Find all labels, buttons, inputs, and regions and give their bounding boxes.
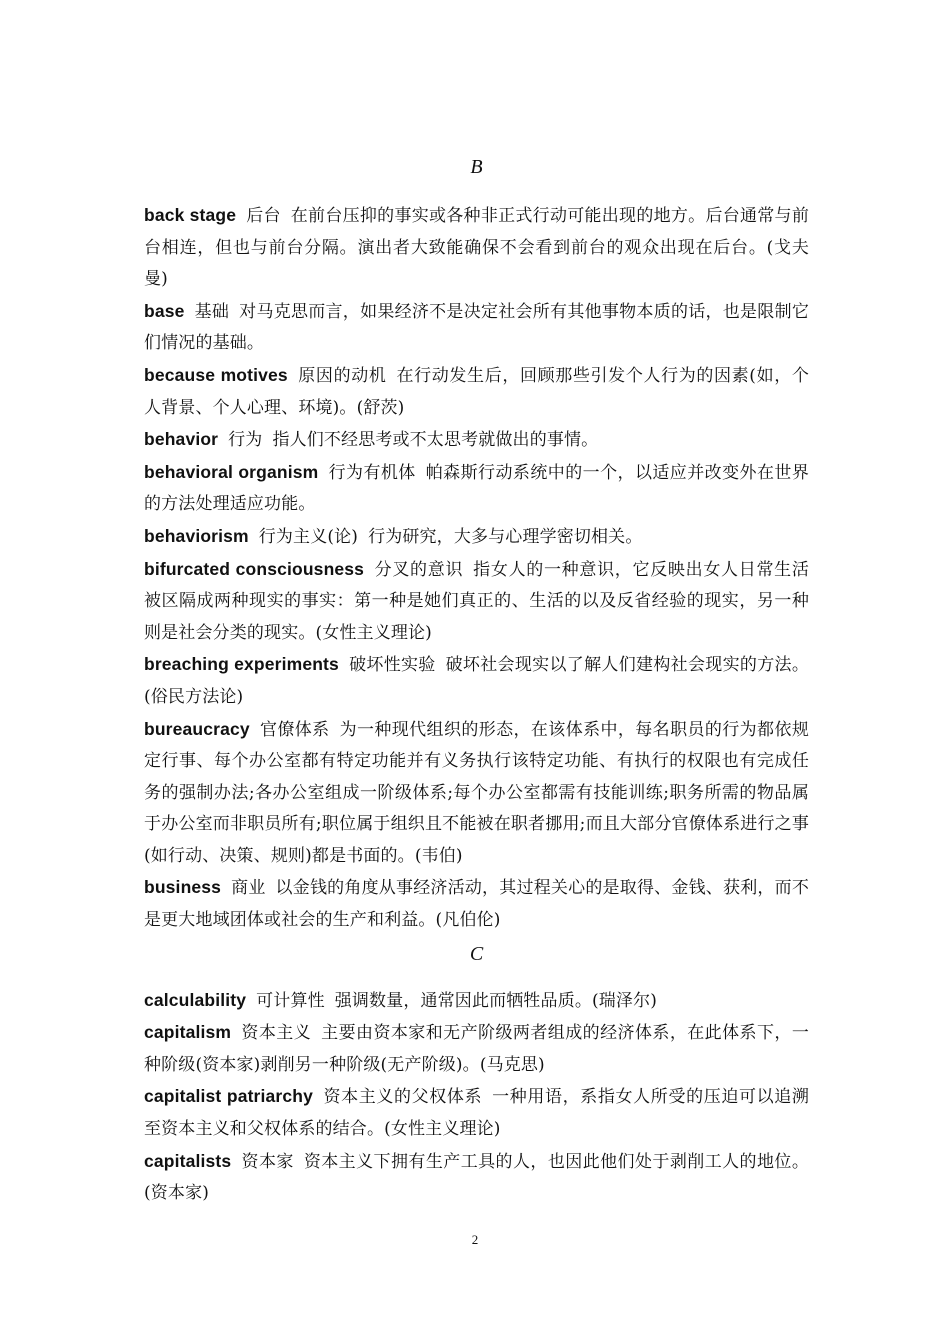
entry-definition: 以金钱的角度从事经济活动，其过程关心的是取得、金钱、获利，而不是更大地域团体或社会的生产和利益。(凡伯伦) — [144, 878, 809, 931]
glossary-entry — [144, 714, 809, 873]
entry-term: capitalists — [144, 1150, 232, 1171]
entry-definition: 行为研究，大多与心理学密切相关。 — [368, 526, 643, 547]
entry-definition: 资本主义下拥有生产工具的人，也因此他们处于剥削工人的地位。(资本家) — [144, 1151, 809, 1204]
glossary-entry — [144, 457, 809, 521]
entry-chinese-term: 商业 — [231, 878, 266, 899]
entry-chinese-term: 可计算性 — [256, 990, 325, 1011]
entry-chinese-term: 后台 — [246, 206, 281, 226]
entry-chinese-term: 基础 — [194, 301, 230, 322]
entry-chinese-term: 分叉的意识 — [374, 559, 464, 580]
glossary-entry — [144, 554, 809, 650]
entry-definition: 为一种现代组织的形态，在该体系中，每名职员的行为都依规定行事、每个办公室都有特定功能并有义务执行该特定功能、有执行的权限也有完成任务的强制办法;各办公室组成一阶级体系;每个办公室都需有技能训练;职务所需的物品属于办公室而非职员所有;职位属于组织且不能被在职者挪用;而且大部分官僚体系进行之事(如行动、决策、规则)都是书面的。(韦伯) — [144, 719, 809, 866]
entry-term: business — [144, 877, 222, 898]
entry-term: calculability — [144, 989, 247, 1010]
entry-chinese-term: 破坏性实验 — [348, 655, 436, 676]
page-number: 2 — [471, 1232, 479, 1247]
entry-chinese-term: 资本主义的父权体系 — [322, 1087, 483, 1108]
glossary-entry — [144, 200, 809, 296]
entry-definition: 强调数量，通常因此而牺牲品质。(瑞泽尔) — [334, 990, 658, 1011]
entry-definition: 指人们不经思考或不太思考就做出的事情。 — [272, 430, 599, 451]
entry-definition: 指女人的一种意识，它反映出女人日常生活被区隔成两种现实的事实：第一种是她们真正的、生活的以及反省经验的现实，另一种则是社会分类的现实。(女性主义理论) — [144, 559, 810, 643]
entry-term: capitalist patriarchy — [144, 1086, 313, 1107]
entry-chinese-term: 原因的动机 — [297, 365, 387, 386]
glossary-entry — [144, 985, 809, 1018]
entry-definition: 一种用语，系指女人所受的压迫可以追溯至资本主义和父权体系的结合。(女性主义理论) — [144, 1087, 809, 1140]
entry-definition: 在行动发生后，回顾那些引发个人行为的因素(如，个人背景、个人心理、环境)。(舒茨) — [144, 365, 810, 418]
glossary-entry — [144, 872, 809, 936]
entry-term: back stage — [144, 205, 237, 225]
entry-term: behaviorism — [144, 525, 249, 546]
glossary-entry — [144, 1081, 809, 1145]
entry-chinese-term: 官僚体系 — [259, 719, 330, 740]
entry-term: bureaucracy — [144, 718, 250, 739]
glossary-entry — [144, 360, 809, 424]
entry-term: because motives — [144, 364, 288, 385]
section-letter: C — [469, 942, 484, 965]
glossary-entry — [144, 296, 809, 360]
entry-term: breaching experiments — [144, 654, 339, 675]
glossary-content — [144, 150, 809, 1210]
glossary-entry — [144, 649, 809, 713]
entry-chinese-term: 行为 — [228, 430, 263, 451]
section-letter: B — [470, 156, 483, 178]
glossary-entry — [144, 1146, 809, 1210]
entry-definition: 主要由资本家和无产阶级两者组成的经济体系，在此体系下，一种阶级(资本家)剥削另一种阶级(无产阶级)。(马克思) — [144, 1023, 809, 1075]
glossary-entry — [144, 424, 809, 457]
glossary-entry — [144, 1017, 809, 1081]
entry-term: behavioral organism — [144, 461, 319, 482]
entry-term: base — [144, 300, 185, 321]
entry-definition: 对马克思而言，如果经济不是决定社会所有其他事物本质的话，也是限制它们情况的基础。 — [144, 301, 809, 354]
entry-chinese-term: 资本家 — [241, 1151, 294, 1172]
entry-term: capitalism — [144, 1022, 232, 1043]
entry-term: behavior — [144, 429, 219, 450]
entry-definition: 帕森斯行动系统中的一个，以适应并改变外在世界的方法处理适应功能。 — [144, 462, 809, 515]
entry-chinese-term: 资本主义 — [241, 1023, 312, 1044]
entry-definition: 破坏社会现实以了解人们建构社会现实的方法。(俗民方法论) — [144, 655, 809, 707]
entry-chinese-term: 行为主义(论) — [258, 526, 359, 547]
entry-term: bifurcated consciousness — [144, 558, 365, 579]
entry-definition: 在前台压抑的事实或各种非正式行动可能出现的地方。后台通常与前台相连，但也与前台分隔。演出者大致能确保不会看到前台的观众出现在后台。(戈夫曼) — [144, 206, 809, 290]
glossary-entry — [144, 521, 809, 554]
entry-chinese-term: 行为有机体 — [328, 462, 416, 483]
